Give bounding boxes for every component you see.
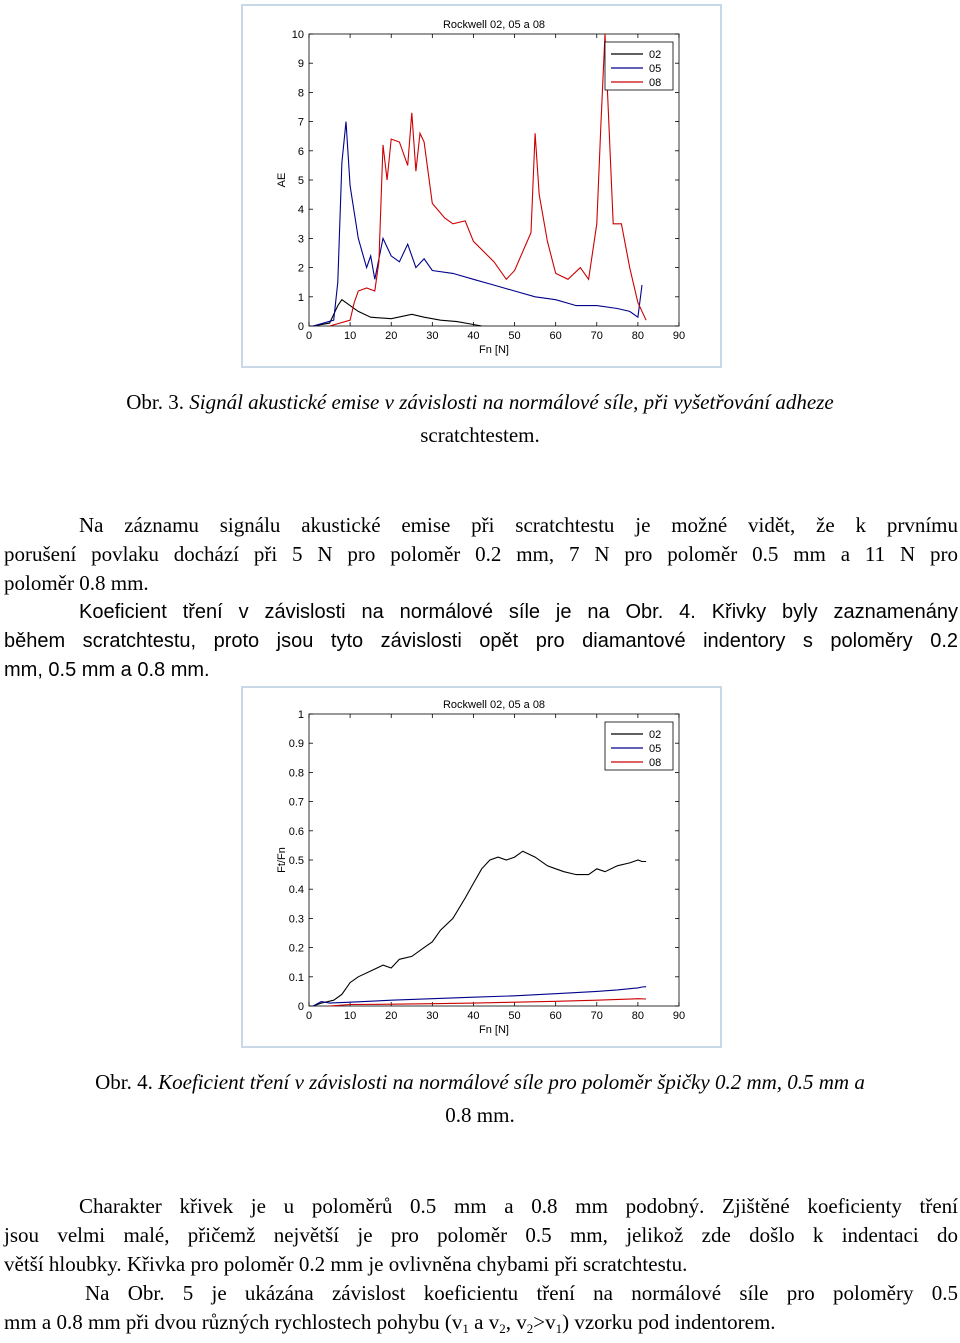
- friction-xtick-label: 50: [508, 1010, 521, 1022]
- friction-ytick-label: 0.8: [288, 767, 304, 780]
- ae-xtick-label: 0: [305, 330, 313, 342]
- paragraph-4: [4, 1279, 958, 1343]
- ae-xtick-label: 70: [590, 330, 603, 342]
- ae-xtick-label: 60: [549, 330, 562, 342]
- para2-line1: Koeficient tření v závislosti na normálové síle je na Obr. 4. Křivky byly zaznamenány: [79, 601, 958, 623]
- ae-ytick-label: 1: [297, 291, 304, 304]
- caption-3-text-2: scratchtestem.: [420, 423, 540, 447]
- para3-line1: Charakter křivek je u poloměrů 0.5 mm a 0.8 mm podobný. Zjištěné koeficienty tření: [79, 1194, 958, 1218]
- para4-line2: [4, 1308, 958, 1343]
- ae-xtick-label: 20: [385, 330, 398, 342]
- ae-xlabel: Fn [N]: [479, 344, 509, 356]
- ae-ytick-label: 4: [297, 204, 304, 217]
- ae-xtick-label: 30: [426, 330, 439, 342]
- ae-ytick-label: 8: [297, 87, 304, 100]
- para2-line3: mm, 0.5 mm a 0.8 mm.: [4, 659, 210, 681]
- paragraph-2: [4, 598, 958, 685]
- figure-ae-chart: [241, 4, 722, 368]
- friction-ytick-label: 0.1: [288, 971, 304, 984]
- friction-xtick-label: 80: [631, 1010, 645, 1022]
- para4-line2-a: mm a 0.8 mm při dvou různých rychlostech pohybu (v: [4, 1310, 463, 1334]
- caption-4-text-2: 0.8 mm.: [445, 1103, 515, 1127]
- ae-xtick-label: 90: [672, 330, 686, 342]
- friction-xtick-label: 40: [467, 1010, 480, 1022]
- para4-sub4: 1: [555, 1321, 563, 1336]
- ae-ytick-label: 3: [297, 233, 304, 246]
- para4-line2-c: , v: [505, 1310, 527, 1334]
- para4-sub3: 2: [526, 1321, 534, 1336]
- para1-line1: Na záznamu signálu akustické emise při scratchtestu je možné vidět, že k prvnímu: [79, 513, 958, 537]
- friction-xtick-label: 30: [426, 1010, 439, 1022]
- friction-ytick-label: 0.9: [288, 738, 304, 751]
- ae-ytick-label: 10: [291, 29, 304, 41]
- ae-ytick-label: 0: [297, 321, 304, 333]
- ae-ylabel: AE: [276, 172, 288, 188]
- friction-ytick-label: 0: [297, 1001, 304, 1013]
- friction-xlabel: Fn [N]: [479, 1024, 509, 1036]
- paragraph-1: [4, 511, 958, 598]
- ae-legend: [605, 42, 673, 90]
- para3-line3: větší hloubky. Křivka pro poloměr 0.2 mm je ovlivněna chybami při scratchtestu.: [4, 1252, 688, 1276]
- friction-ytick-label: 0.7: [288, 796, 304, 809]
- friction-xtick-label: 20: [385, 1010, 398, 1022]
- friction-title: Rockwell 02, 05 a 08: [442, 699, 546, 711]
- para1-line3: poloměr 0.8 mm.: [4, 571, 149, 595]
- caption-4-label: Obr. 4.: [95, 1070, 153, 1094]
- para4-line1: Na Obr. 5 je ukázána závislost koeficientu tření na normálové síle pro poloměry 0.5: [85, 1281, 958, 1305]
- ae-xtick-label: 80: [631, 330, 645, 342]
- para4-line2-d: >v: [533, 1310, 556, 1334]
- para4-line2-b: a v: [468, 1310, 500, 1334]
- friction-ytick-label: 0.5: [288, 855, 304, 867]
- friction-ylabel: Ft/Fn: [276, 847, 288, 873]
- figure-friction-chart: [241, 686, 722, 1048]
- ae-xtick-label: 40: [467, 330, 480, 342]
- caption-4-text-1: Koeficient tření v závislosti na normálové síle pro poloměr špičky 0.2 mm, 0.5 mm a: [158, 1070, 865, 1094]
- friction-legend-label-02: 02: [649, 729, 662, 741]
- ae-xtick-label: 10: [343, 330, 357, 342]
- friction-xtick-label: 60: [549, 1010, 562, 1022]
- ae-chart-svg: [243, 6, 720, 366]
- ae-ytick-label: 5: [297, 175, 304, 187]
- paragraph-3: [4, 1192, 958, 1279]
- friction-xtick-label: 90: [672, 1010, 686, 1022]
- friction-xtick-label: 0: [305, 1010, 313, 1022]
- para1-line2: porušení povlaku dochází při 5 N pro poloměr 0.2 mm, 7 N pro poloměr 0.5 mm a 11 N pro: [4, 542, 958, 566]
- ae-xtick-label: 50: [508, 330, 521, 342]
- figure-4-caption: [0, 1066, 960, 1132]
- friction-ytick-label: 0.3: [288, 913, 304, 926]
- ae-ytick-label: 7: [297, 116, 304, 129]
- ae-legend-label-02: 02: [649, 49, 662, 61]
- ae-legend-label-08: 08: [649, 77, 662, 89]
- friction-legend: [605, 722, 673, 770]
- friction-ytick-label: 0.4: [288, 884, 304, 897]
- para2-line2: během scratchtestu, proto jsou tyto závislosti opět pro diamantové indentory s poloměry 0.2: [4, 630, 958, 652]
- friction-xtick-label: 10: [343, 1010, 357, 1022]
- friction-chart-svg: [243, 688, 720, 1046]
- friction-ytick-label: 0.2: [288, 942, 304, 955]
- friction-ytick-label: 0.6: [288, 825, 304, 838]
- friction-legend-label-08: 08: [649, 757, 662, 769]
- ae-ytick-label: 2: [297, 262, 304, 275]
- para4-sub2: 2: [499, 1321, 506, 1336]
- caption-3-text-1: Signál akustické emise v závislosti na normálové síle, při vyšetřování adheze: [189, 390, 834, 414]
- friction-ytick-label: 1: [297, 709, 304, 721]
- ae-title: Rockwell 02, 05 a 08: [442, 19, 546, 31]
- ae-ytick-label: 6: [297, 145, 304, 158]
- caption-3-label: Obr. 3.: [126, 390, 185, 414]
- ae-ytick-label: 9: [297, 58, 304, 71]
- figure-3-caption: [0, 386, 960, 452]
- friction-legend-label-05: 05: [649, 743, 662, 755]
- friction-xtick-label: 70: [590, 1010, 603, 1022]
- para3-line2: jsou velmi malé, přičemž největší je pro poloměr 0.5 mm, jelikož zde došlo k indentaci do: [4, 1223, 958, 1247]
- para4-line2-e: ) vzorku pod indentorem.: [562, 1310, 776, 1334]
- para4-sub1: 1: [462, 1321, 469, 1336]
- ae-legend-label-05: 05: [649, 63, 662, 75]
